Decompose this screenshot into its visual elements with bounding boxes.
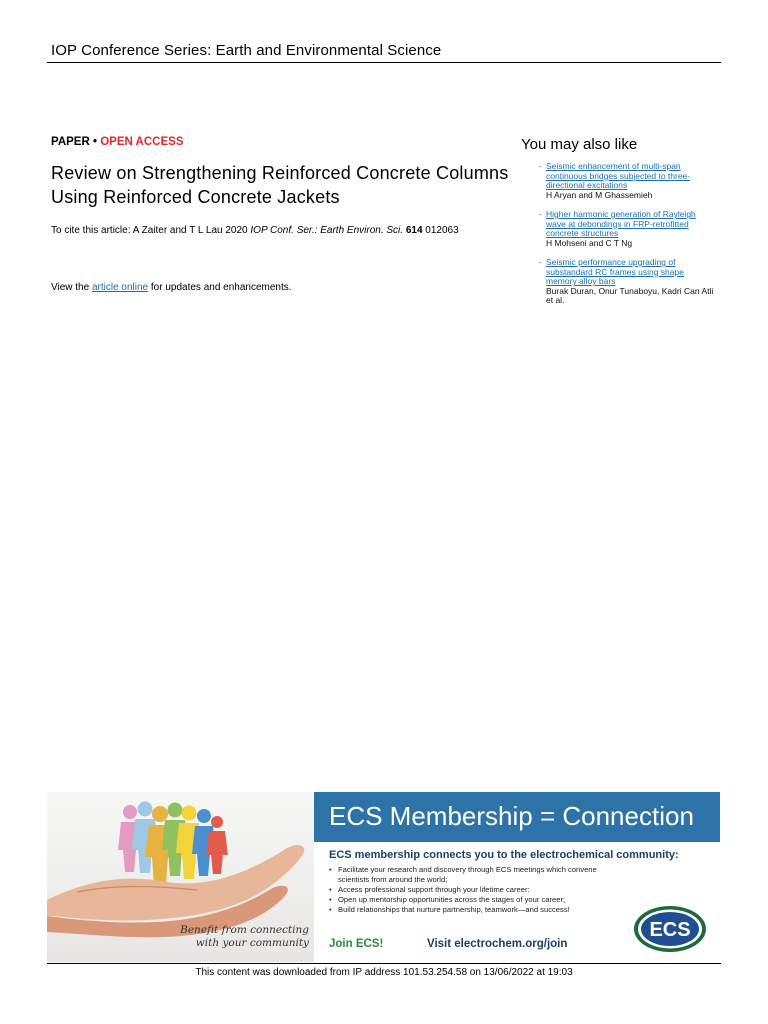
view-suffix: for updates and enhancements.	[148, 282, 292, 293]
related-heading: You may also like	[521, 136, 638, 153]
benefit-caption: Benefit from connecting with your community	[180, 924, 309, 949]
related-item-authors: H Mohseni and C T Ng	[546, 237, 633, 248]
related-item	[539, 210, 714, 248]
visit-ecs-link[interactable]: Visit electrochem.org/join	[427, 938, 568, 950]
banner-benefits-list	[329, 865, 629, 915]
view-prefix: View the	[51, 282, 92, 293]
paper-label: PAPER	[51, 136, 90, 148]
open-access-label: OPEN ACCESS	[100, 136, 184, 148]
paper-separator: •	[89, 136, 101, 148]
related-item-link[interactable]: Higher harmonic generation of Rayleigh wave at debondings in FRP-retrofitted concrete structures	[546, 209, 696, 239]
benefit-bullet: • Build relationships that nurture partnership, teamwork—and success!	[329, 905, 629, 915]
citation-article-number: 012063	[422, 225, 459, 236]
related-bullet: -	[539, 209, 542, 219]
header-divider	[47, 62, 721, 63]
ecs-ad-banner[interactable]	[47, 792, 720, 962]
citation-line	[51, 225, 459, 236]
related-item-link[interactable]: Seismic enhancement of multi-span continuous bridges subjected to three-directional excitations	[546, 161, 691, 191]
benefit-bullet: • Open up mentorship opportunities across the stages of your career;	[329, 895, 629, 905]
paper-type-label	[51, 136, 184, 148]
footer-divider	[47, 963, 721, 964]
related-bullet: -	[539, 257, 542, 267]
benefit-bullet: • Facilitate your research and discovery through ECS meetings which convene scientists from around the world;	[329, 865, 629, 885]
banner-header	[314, 792, 720, 842]
view-online-line	[51, 282, 292, 293]
banner-image-panel	[47, 792, 314, 962]
related-item	[539, 258, 714, 306]
banner-text-panel	[314, 792, 720, 962]
article-title: Review on Strengthening Reinforced Concrete Columns Using Reinforced Concrete Jackets	[51, 163, 509, 207]
related-item-authors: Burak Duran, Onur Tunaboyu, Kadri Can Atli et al.	[546, 285, 714, 306]
related-item	[539, 162, 714, 200]
citation-volume: 614	[405, 225, 423, 236]
join-ecs-link[interactable]: Join ECS!	[329, 938, 384, 950]
citation-journal: IOP Conf. Ser.: Earth Environ. Sci.	[250, 225, 404, 236]
citation-prefix: To cite this article: A Zaiter and T L Lau 2020	[51, 225, 251, 236]
related-bullet: -	[539, 161, 542, 171]
banner-subheading: ECS membership connects you to the electrochemical community:	[329, 849, 679, 861]
journal-name: IOP Conference Series: Earth and Environmental Science	[51, 42, 442, 59]
banner-heading: ECS Membership = Connection	[329, 801, 694, 831]
related-item-authors: H Aryan and M Ghassemieh	[546, 189, 653, 200]
download-notice: This content was downloaded from IP address 101.53.254.58 on 13/06/2022 at 19:03	[195, 967, 573, 978]
ecs-logo-icon	[632, 904, 708, 954]
paper-people-icon	[118, 802, 228, 886]
ecs-logo-text: ECS	[649, 919, 691, 941]
related-item-link[interactable]: Seismic performance upgrading of substandard RC frames using shape memory alloy bars	[546, 257, 684, 287]
benefit-bullet: • Access professional support through your lifetime career:	[329, 885, 629, 895]
article-online-link[interactable]: article online	[91, 282, 149, 293]
